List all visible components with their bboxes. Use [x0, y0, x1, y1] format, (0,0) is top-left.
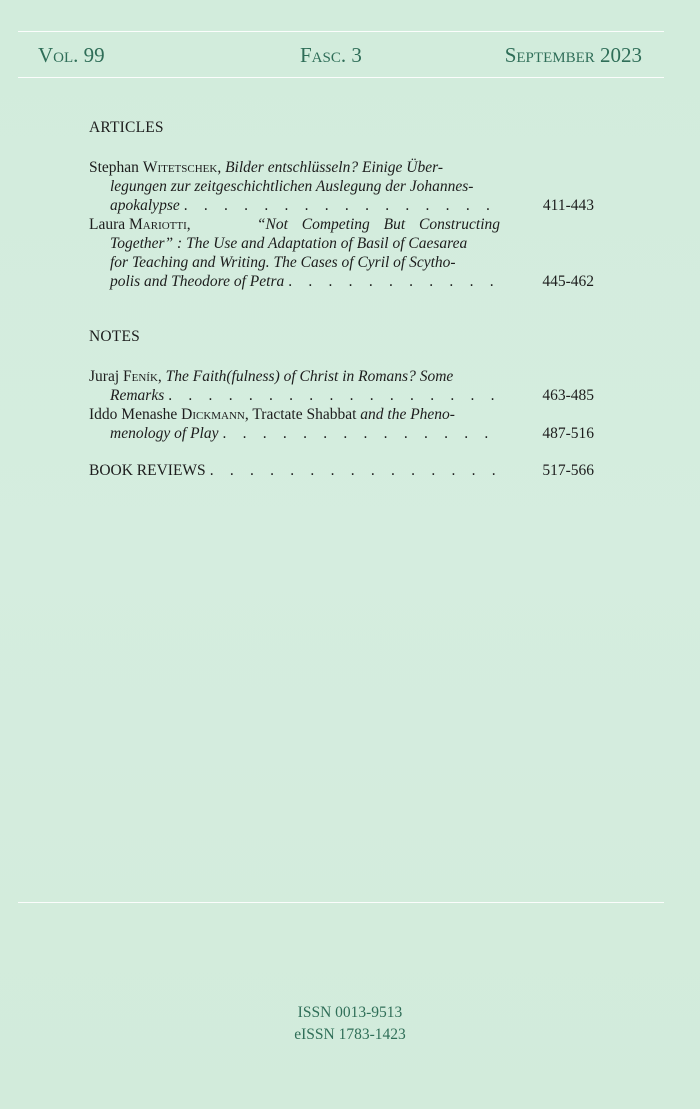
title-cont: legungen zur zeitgeschichtlichen Auslegung der Johannes- [110, 178, 474, 195]
title-end: polis and Theodore of Petra [110, 273, 285, 290]
title: and the Pheno- [360, 406, 455, 423]
eissn: eISSN 1783-1423 [294, 1026, 406, 1043]
title-end: apokalypse [110, 197, 180, 214]
page-range: 411-443 [542, 197, 594, 214]
fascicle: Fasc. 3 [300, 43, 362, 67]
toc-entry-book-reviews[interactable] [89, 461, 594, 480]
header [38, 43, 642, 71]
page-range: 517-566 [542, 462, 594, 479]
title-end: Remarks [110, 387, 165, 404]
issn-block [0, 1002, 700, 1046]
section-heading-book-reviews: BOOK REVIEWS [89, 462, 206, 479]
author-last: Witetschek [142, 159, 218, 176]
title-end: menology of Play [110, 425, 219, 442]
author-last: Dickmann [181, 406, 245, 423]
leader-dots [184, 196, 500, 215]
title: Bilder entschlüsseln? Einige Über- [225, 159, 444, 176]
page-range: 487-516 [542, 425, 594, 442]
title-roman: Tractate Shabbat [252, 406, 357, 423]
notes-list [89, 367, 594, 443]
leader-dots [222, 424, 500, 443]
leader-dots [210, 461, 500, 480]
issn: ISSN 0013-9513 [297, 1004, 403, 1021]
header-rule [18, 77, 664, 78]
book-reviews-list [89, 461, 594, 480]
author-first: Juraj [89, 368, 120, 385]
section-heading-articles: ARTICLES [89, 119, 164, 136]
page-range: 445-462 [542, 273, 594, 290]
title: “Not Competing But Constructing [256, 216, 500, 233]
title-cont: Together” : The Use and Adaptation of Basil of Caesarea [110, 235, 468, 252]
author-first: Iddo Menashe [89, 406, 178, 423]
page-range: 463-485 [542, 387, 594, 404]
top-rule [18, 31, 664, 32]
author-first: Stephan [89, 159, 139, 176]
author-last: Mariotti [129, 216, 187, 233]
leader-dots [288, 272, 500, 291]
articles-list [89, 158, 594, 291]
toc-entry[interactable]: Laura Mariotti, “Not Competing But Constructing Together” : The Use and Adaptation of Basil of Caesarea for Teaching and Writing. The Cases of Cyril of Scytho- polis and Theodore of Petra . . . 445-462 [89, 215, 594, 291]
section-heading-notes: NOTES [89, 328, 140, 345]
volume: Vol. 99 [38, 43, 105, 67]
title-cont: for Teaching and Writing. The Cases of Cyril of Scytho- [110, 254, 456, 271]
toc-entry[interactable]: Iddo Menashe Dickmann, Tractate Shabbat and the Pheno- menology of Play . . . 487-516 [89, 405, 594, 443]
author-last: Feník [123, 368, 158, 385]
author-first: Laura [89, 216, 126, 233]
toc-entry[interactable]: Juraj Feník, The Faith(fulness) of Christ in Romans? Some Remarks . . . 463-485 [89, 367, 594, 405]
footer-rule [18, 902, 664, 903]
issue-date: September 2023 [504, 43, 642, 67]
title: The Faith(fulness) of Christ in Romans? Some [165, 368, 454, 385]
toc-entry[interactable]: Stephan Witetschek, Bilder entschlüsseln? Einige Über- legungen zur zeitgeschichtlichen Auslegung der Johannes- apokalypse . . . 411-443 [89, 158, 594, 215]
leader-dots [168, 386, 500, 405]
